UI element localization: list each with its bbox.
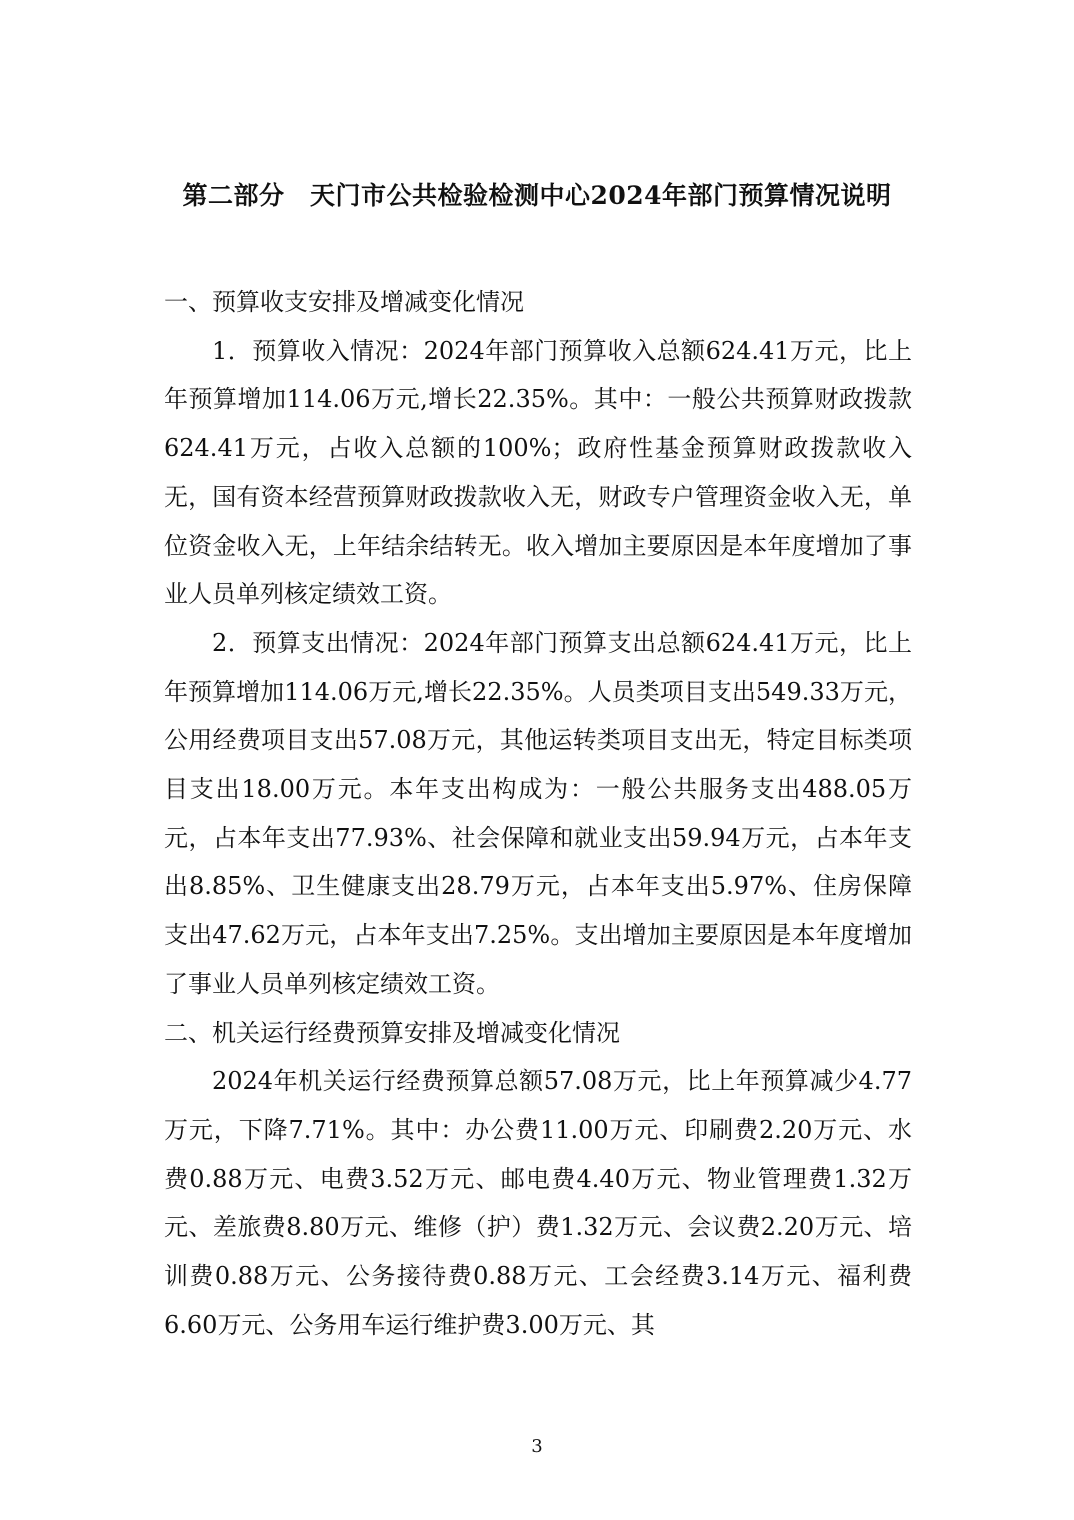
page-title: 第二部分 天门市公共检验检测中心2024年部门预算情况说明	[182, 181, 892, 210]
page-number: 3	[531, 1436, 543, 1457]
paragraph-budget-income: 1．预算收入情况：2024年部门预算收入总额624.41万元，比上年预算增加114.06万元,增长22.35%。其中：一般公共预算财政拨款624.41万元，占收入总额的100%；政府性基金预算财政拨款收入无，国有资本经营预算财政拨款收入无，财政专户管理资金收入无，单位资金收入无，上年结余结转无。收入增加主要原因是本年度增加了事业人员单列核定绩效工资。	[164, 336, 912, 609]
section-heading-budget-overview: 一、预算收支安排及增减变化情况	[164, 288, 524, 316]
paragraph-budget-expenditure: 2．预算支出情况：2024年部门预算支出总额624.41万元，比上年预算增加114.06万元,增长22.35%。人员类项目支出549.33万元，公用经费项目支出57.08万元，其他运转类项目支出无，特定目标类项目支出18.00万元。本年支出构成为：一般公共服务支出488.05万元，占本年支出77.93%、社会保障和就业支出59.94万元，占本年支出8.85%、卫生健康支出28.79万元，占本年支出5.97%、住房保障支出47.62万元，占本年支出7.25%。支出增加主要原因是本年度增加了事业人员单列核定绩效工资。	[164, 628, 912, 998]
paragraph-operating-funds: 2024年机关运行经费预算总额57.08万元，比上年预算减少4.77万元，下降7.71%。其中：办公费11.00万元、印刷费2.20万元、水费0.88万元、电费3.52万元、邮电费4.40万元、物业管理费1.32万元、差旅费8.80万元、维修（护）费1.32万元、会议费2.20万元、培训费0.88万元、公务接待费0.88万元、工会经费3.14万元、福利费6.60万元、公务用车运行维护费3.00万元、其	[164, 1067, 912, 1339]
document-body	[164, 278, 912, 1349]
section-heading-operating-funds: 二、机关运行经费预算安排及增减变化情况	[164, 1018, 620, 1047]
